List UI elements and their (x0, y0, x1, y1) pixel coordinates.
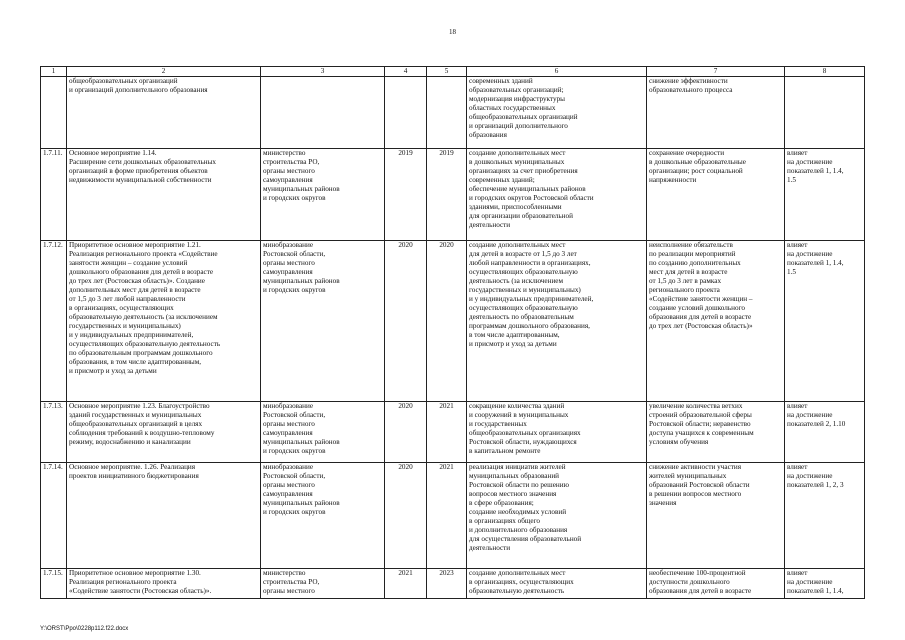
column-header: 2 (67, 67, 261, 77)
page-number: 18 (449, 28, 456, 36)
table-row (41, 569, 865, 599)
column-header: 6 (467, 67, 647, 77)
consequences-cell: сохранение очередности в дошкольные образовательные организации; рост социальной напряженности (647, 149, 785, 241)
start-year-cell: 2019 (385, 149, 427, 241)
start-year-cell: 2020 (385, 463, 427, 569)
column-header: 3 (261, 67, 385, 77)
end-year-cell: 2019 (427, 149, 467, 241)
executor-cell: минобразование Ростовской области, органы местного самоуправления муниципальных районов и городских округов (261, 241, 385, 402)
result-cell: создание дополнительных мест для детей в возрасте от 1,5 до 3 лет любой направленности в организациях, осуществляющих образовательную деятельность (за исключением государственных и муниципальных) и у индивидуальных предпринимателей, осуществляющих образовательную деятельность по образовательным программам дошкольного образования, в том числе адаптированным, и присмотр и уход за детьми (467, 241, 647, 402)
table-row (41, 463, 865, 569)
consequences-cell: снижение активности участия жителей муниципальных образований Ростовской области в решении вопросов местного значения (647, 463, 785, 569)
row-number: 1.7.11. (41, 149, 67, 241)
indicators-cell: влияет на достижение показателей 1, 1.4, (785, 569, 865, 599)
row-number: 1.7.14. (41, 463, 67, 569)
end-year-cell: 2021 (427, 463, 467, 569)
measure-cell: Приоритетное основное мероприятие 1.21. Реализация регионального проекта «Содействие занятости женщин – создание условий дошкольного образования для детей в возрасте до трех лет (Ростовская область)». Создание дополнительных мест для детей в возрасте от 1,5 до 3 лет любой направленности в организациях, осуществляющих образовательную деятельность (за исключением государственных и муниципальных) и у индивидуальных предпринимателей, осуществляющих образовательную деятельность по образовательным программам дошкольного образования, в том числе адаптированным, и присмотр и уход за детьми (67, 241, 261, 402)
measure-cell: Основное мероприятие 1.23. Благоустройство зданий государственных и муниципальных общеобразовательных организаций в целях соблюдения требований к воздушно-тепловому режиму, водоснабжению и канализации (67, 402, 261, 463)
measure-cell: Основное мероприятие. 1.26. Реализация проектов инициативного бюджетирования (67, 463, 261, 569)
row-number: 1.7.13. (41, 402, 67, 463)
column-header: 7 (647, 67, 785, 77)
measure-cell: Основное мероприятие 1.14. Расширение сети дошкольных образовательных организаций в форме приобретения объектов недвижимости муниципальной собственности (67, 149, 261, 241)
column-number-row (41, 67, 865, 77)
end-year-cell: 2021 (427, 402, 467, 463)
table-row (41, 241, 865, 402)
table-row (41, 402, 865, 463)
row-number: 1.7.15. (41, 569, 67, 599)
measure-cell: Приоритетное основное мероприятие 1.30. Реализация регионального проекта «Содействие занятости (Ростовская область)». (67, 569, 261, 599)
indicators-cell (785, 77, 865, 149)
executor-cell: минобразование Ростовской области, органы местного самоуправления муниципальных районов и городских округов (261, 402, 385, 463)
start-year-cell: 2020 (385, 241, 427, 402)
end-year-cell (427, 77, 467, 149)
executor-cell: минобразование Ростовской области, органы местного самоуправления муниципальных районов и городских округов (261, 463, 385, 569)
end-year-cell: 2023 (427, 569, 467, 599)
start-year-cell: 2020 (385, 402, 427, 463)
measures-table (40, 66, 865, 599)
column-header: 4 (385, 67, 427, 77)
consequences-cell: необеспечение 100-процентной доступности дошкольного образования для детей в возрасте (647, 569, 785, 599)
column-header: 5 (427, 67, 467, 77)
result-cell: современных зданий образовательных организаций; модернизация инфраструктуры областных государственных общеобразовательных организаций и организаций дополнительного образования (467, 77, 647, 149)
executor-cell: министерство строительства РО, органы местного самоуправления муниципальных районов и городских округов (261, 149, 385, 241)
result-cell: создание дополнительных мест в дошкольных муниципальных организациях за счет приобретения современных зданий; обеспечение муниципальных районов и городских округов Ростовской области зданиями, приспособленными для организации образовательной деятельности (467, 149, 647, 241)
executor-cell: министерство строительства РО, органы местного (261, 569, 385, 599)
consequences-cell: неисполнение обязательств по реализации мероприятий по созданию дополнительных мест для детей в возрасте от 1,5 до 3 лет в рамках регионального проекта «Содействие занятости женщин – создание условий дошкольного образования для детей в возрасте до трех лет (Ростовская область)» (647, 241, 785, 402)
table-row (41, 149, 865, 241)
row-number (41, 77, 67, 149)
indicators-cell: влияет на достижение показателей 1, 2, 3 (785, 463, 865, 569)
table-row (41, 77, 865, 149)
file-path-footer: Y:\ORST\Ppo\0228p112.f22.docx (40, 626, 129, 632)
row-number: 1.7.12. (41, 241, 67, 402)
measure-cell: общеобразовательных организаций и организаций дополнительного образования (67, 77, 261, 149)
result-cell: реализация инициатив жителей муниципальных образований Ростовской области по решению вопросов местного значения в сфере образования; создание необходимых условий в организациях общего и дополнительного образования для осуществления образовательной деятельности (467, 463, 647, 569)
column-header: 1 (41, 67, 67, 77)
consequences-cell: снижение эффективности образовательного процесса (647, 77, 785, 149)
result-cell: сокращение количества зданий и сооружений в муниципальных и государственных общеобразовательных организациях Ростовской области, нуждающихся в капитальном ремонте (467, 402, 647, 463)
result-cell: создание дополнительных мест в организациях, осуществляющих образовательную деятельность (467, 569, 647, 599)
start-year-cell (385, 77, 427, 149)
start-year-cell: 2021 (385, 569, 427, 599)
end-year-cell: 2020 (427, 241, 467, 402)
indicators-cell: влияет на достижение показателей 1, 1.4, 1.5 (785, 149, 865, 241)
executor-cell (261, 77, 385, 149)
consequences-cell: увеличение количества ветхих строений образовательной сферы Ростовской области; неравенство доступа учащихся к современным условиям обучения (647, 402, 785, 463)
indicators-cell: влияет на достижение показателей 1, 1.4, 1.5 (785, 241, 865, 402)
column-header: 8 (785, 67, 865, 77)
indicators-cell: влияет на достижение показателей 2, 1.10 (785, 402, 865, 463)
